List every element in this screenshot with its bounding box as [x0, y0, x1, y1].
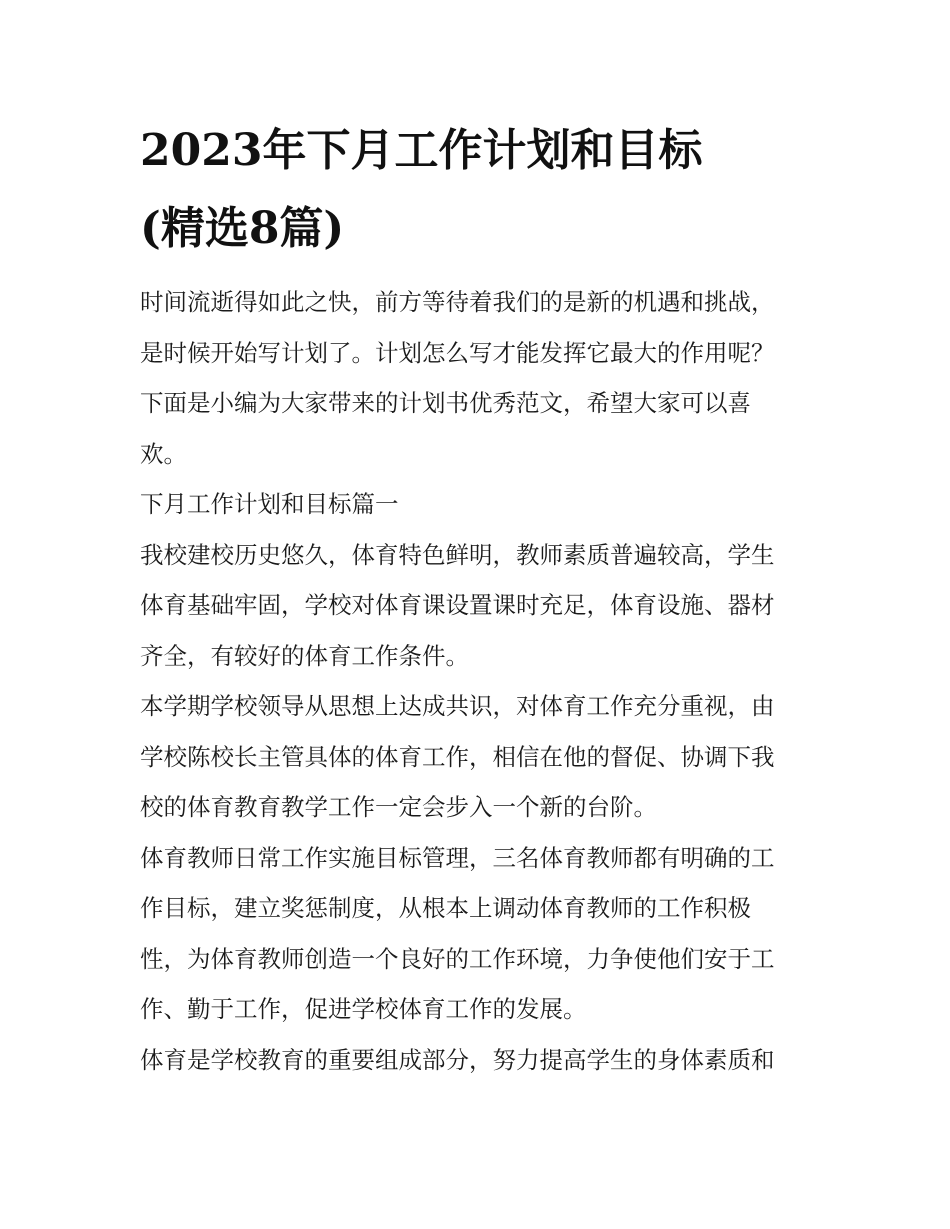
document-body — [140, 277, 820, 1085]
body-line: 本学期学校领导从思想上达成共识，对体育工作充分重视，由 — [140, 692, 775, 720]
document-title — [140, 112, 820, 268]
title-line: (精选8篇) — [140, 203, 345, 254]
title-line: 2023年下月工作计划和目标 — [140, 125, 703, 176]
body-line: 欢。 — [140, 439, 187, 468]
body-line: 校的体育教育教学工作一定会步入一个新的台阶。 — [140, 793, 657, 821]
body-line: 作、勤于工作，促进学校体育工作的发展。 — [140, 995, 587, 1023]
body-line: 下面是小编为大家带来的计划书优秀范文，希望大家可以喜 — [140, 389, 751, 417]
body-line: 性，为体育教师创造一个良好的工作环境，力争使他们安于工 — [140, 944, 775, 973]
body-line: 体育是学校教育的重要组成部分，努力提高学生的身体素质和 — [140, 1045, 775, 1074]
body-line: 体育教师日常工作实施目标管理，三名体育教师都有明确的工 — [140, 843, 775, 872]
body-line: 时间流逝得如此之快，前方等待着我们的是新的机遇和挑战， — [140, 288, 775, 316]
body-line: 齐全，有较好的体育工作条件。 — [140, 641, 469, 670]
body-line: 学校陈校长主管具体的体育工作，相信在他的督促、协调下我 — [140, 742, 775, 771]
body-line: 是时候开始写计划了。计划怎么写才能发挥它最大的作用呢？ — [140, 338, 775, 367]
body-line: 作目标，建立奖惩制度，从根本上调动体育教师的工作积极 — [140, 894, 751, 922]
body-line: 体育基础牢固，学校对体育课设置课时充足，体育设施、器材 — [140, 591, 775, 619]
section-heading: 下月工作计划和目标篇一 — [140, 490, 399, 518]
body-line: 我校建校历史悠久，体育特色鲜明，教师素质普遍较高，学生 — [140, 540, 775, 569]
